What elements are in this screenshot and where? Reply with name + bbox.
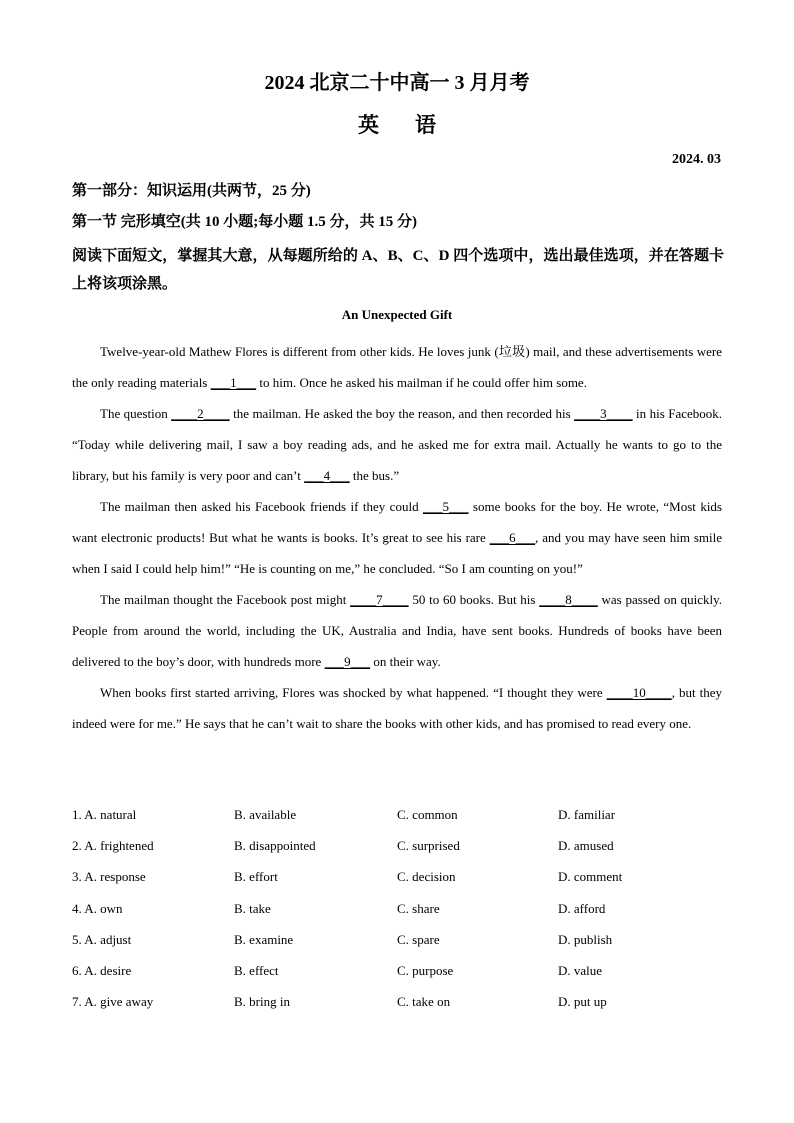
option-b: B. examine: [234, 931, 294, 947]
option-b: B. bring in: [234, 994, 290, 1010]
option-a: 4. A. own: [72, 900, 123, 916]
option-c: C. surprised: [397, 838, 460, 854]
option-a: 3. A. response: [72, 869, 146, 885]
exam-title: 2024 北京二十中高一 3 月月考: [264, 72, 530, 94]
blank-8: ____8____: [539, 592, 598, 607]
blank-4: ___4___: [304, 468, 350, 483]
option-row-6: [72, 960, 724, 991]
text: was passed on quickly. People from around the world, including the UK, Australia and India, have sent books. Hundreds of books have been delivered to the boy’s door, with hundreds more: [72, 592, 723, 669]
paragraph-3: [72, 491, 722, 584]
option-c: C. spare: [397, 931, 440, 947]
subject-title: 英语: [358, 113, 472, 137]
exam-date: 2024. 03: [672, 152, 721, 167]
cloze-passage: [72, 336, 722, 739]
option-row-1: [72, 804, 724, 835]
option-d: D. comment: [558, 869, 623, 885]
paragraph-1: [72, 336, 722, 398]
option-row-5: [72, 929, 724, 960]
option-d: D. familiar: [558, 807, 616, 822]
text: , and you may have seen him smile when I said I could help him!” “He is counting on me,” he concluded. “So I am counting on you!”: [72, 530, 723, 576]
option-a: 1. A. natural: [72, 807, 137, 822]
option-row-2: [72, 835, 724, 866]
text: to him. Once he asked his mailman if he could offer him some.: [256, 375, 587, 390]
text: 50 to 60 books. But his: [408, 592, 540, 607]
blank-1: ___1___: [210, 375, 257, 390]
part-heading: 第一部分：知识运用(共两节，25 分): [72, 183, 311, 199]
option-d: D. amused: [558, 838, 614, 854]
option-c: C. decision: [397, 869, 456, 885]
option-a: 5. A. adjust: [72, 931, 132, 947]
option-c: C. common: [397, 807, 458, 822]
option-c: C. share: [397, 900, 440, 916]
blank-9: ___9___: [324, 654, 371, 669]
text: some books for the boy. He wrote, “Most kids want electronic products! But what he wants is books. It’s great to see his rare: [72, 499, 722, 545]
blank-2: ____2____: [171, 406, 230, 421]
blank-3: ____3____: [574, 406, 633, 421]
option-b: B. take: [234, 900, 271, 916]
text: The mailman thought the Facebook post might: [100, 592, 351, 607]
option-d: D. afford: [558, 900, 606, 916]
option-c: C. take on: [397, 994, 451, 1010]
option-d: D. publish: [558, 931, 613, 947]
option-d: D. value: [558, 962, 603, 978]
paragraph-2: [72, 398, 722, 491]
option-row-4: [72, 898, 724, 929]
subsection-heading: 第一节 完形填空(共 10 小题;每小题 1.5 分，共 15 分): [72, 214, 417, 230]
answer-options: [72, 804, 724, 1022]
option-b: B. disappointed: [234, 838, 316, 854]
option-c: C. purpose: [397, 962, 454, 978]
text: When books first started arriving, Flores was shocked by what happened. “I thought they were: [100, 685, 607, 700]
text: on their way.: [370, 654, 441, 669]
option-b: B. effort: [234, 869, 278, 885]
option-row-3: [72, 866, 724, 897]
passage-title: An Unexpected Gift: [341, 307, 453, 322]
option-a: 6. A. desire: [72, 962, 132, 978]
blank-6: ___6___: [489, 530, 536, 545]
option-a: 7. A. give away: [72, 994, 154, 1010]
text: , but they indeed were for me.” He says that he can’t wait to share the books with other kids, and has promised to read every one.: [72, 685, 722, 731]
text: the mailman. He asked the boy the reason, and then recorded his: [229, 406, 575, 421]
paragraph-5: [72, 677, 722, 739]
option-b: B. effect: [234, 962, 279, 978]
instruction-text: 阅读下面短文，掌握其大意，从每题所给的 A、B、C、D 四个选项中，选出最佳选项，并在答题卡上将该项涂黑。: [72, 248, 724, 292]
text: The mailman then asked his Facebook friends if they could: [100, 499, 423, 514]
paragraph-4: [72, 584, 722, 677]
text: the bus.”: [349, 468, 400, 483]
text: in his Facebook. “Today while delivering mail, I saw a boy reading ads, and he asked me for extra mail. Actually he wants to go to the library, but his family is very poor and can’t: [72, 406, 723, 483]
option-b: B. available: [234, 807, 297, 822]
text: Twelve-year-old Mathew Flores is different from other kids. He loves junk (垃圾) mail, and these advertisements were the only reading materials: [72, 344, 722, 390]
option-d: D. put up: [558, 994, 607, 1010]
text: The question: [100, 406, 172, 421]
blank-5: ___5___: [423, 499, 469, 514]
option-a: 2. A. frightened: [72, 838, 154, 854]
blank-10: ____10____: [606, 685, 672, 700]
option-row-7: [72, 991, 724, 1022]
blank-7: ____7____: [350, 592, 409, 607]
